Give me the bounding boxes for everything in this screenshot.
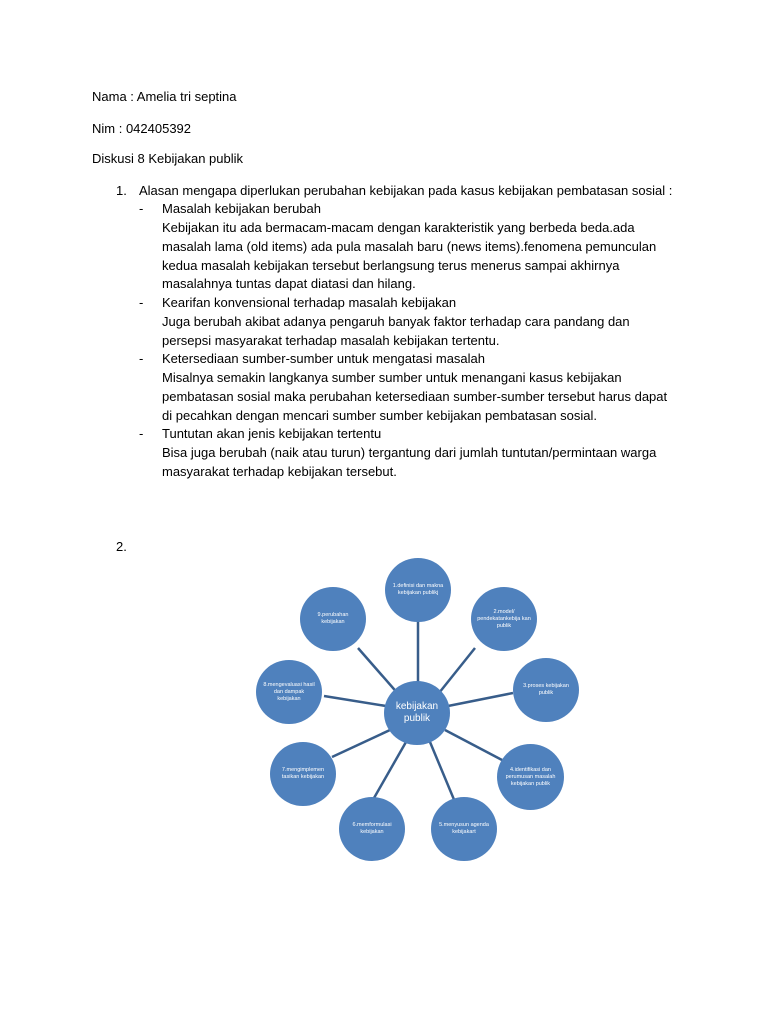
connector-line (324, 696, 386, 706)
bullet-dash: - (139, 295, 144, 310)
policy-node-4: 4.identifikasi dan perumusan masalah kebijakan publik (497, 744, 564, 810)
bullet-dash: - (139, 426, 144, 441)
connector-line (430, 742, 455, 802)
policy-node-9: 9.perubahan kebijakan (300, 587, 366, 651)
item-1-title: Masalah kebijakan berubah (162, 201, 321, 216)
policy-node-5: 5.menyusun agenda kebijakart (431, 797, 497, 861)
item-2-title: Kearifan konvensional terhadap masalah kebijakan (162, 295, 457, 310)
policy-node-3: 3.proses kebijakan publik (513, 658, 579, 722)
connector-line (332, 730, 390, 757)
center-node: kebijakan publik (384, 681, 450, 745)
connector-line (445, 730, 502, 760)
policy-node-1: 1.definisi dan makna kebijakan publikj (385, 558, 451, 622)
policy-node-8: 8.mengevaluasi hasil dan dampak kebijakan (256, 660, 322, 724)
question-2-number: 2. (116, 539, 127, 554)
policy-node-7: 7.mengimplemen tasikan kebijakan (270, 742, 336, 806)
student-name: Nama : Amelia tri septina (92, 89, 237, 104)
item-2-line: persepsi masyarakat terhadap masalah kebijakan tertentu. (162, 333, 500, 348)
item-2-line: Juga berubah akibat adanya pengaruh banyak faktor terhadap cara pandang dan (162, 314, 630, 329)
item-4-line: Bisa juga berubah (naik atau turun) tergantung dari jumlah tuntutan/permintaan warga (162, 445, 657, 460)
discussion-title: Diskusi 8 Kebijakan publik (92, 151, 244, 166)
item-3-line: pembatasan sosial maka perubahan ketersediaan sumber-sumber tersebut harus dapat (162, 389, 668, 404)
item-1-line: kedua masalah kebijakan tersebut berlangsung terus menerus sampai akhirnya (162, 258, 620, 273)
student-nim: Nim : 042405392 (92, 121, 192, 136)
question-1-number: 1. (116, 183, 127, 198)
item-3-line: Misalnya semakin langkanya sumber sumber untuk menangani kasus kebijakan (162, 370, 622, 385)
item-1-line: masalah lama (old items) ada pula masalah baru (news items).fenomena pemunculan (162, 239, 657, 254)
item-4-title: Tuntutan akan jenis kebijakan tertentu (162, 426, 382, 441)
item-4-line: masyarakat terhadap kebijakan tersebut. (162, 464, 397, 479)
item-3-title: Ketersediaan sumber-sumber untuk mengatasi masalah (162, 351, 486, 366)
policy-node-2: 2.model/ pendekatankebija kan publik (471, 587, 537, 651)
bullet-dash: - (139, 201, 144, 216)
policy-node-6: 6.memformulasi kebijakan (339, 797, 405, 861)
question-1-intro: Alasan mengapa diperlukan perubahan kebijakan pada kasus kebijakan pembatasan sosial : (139, 183, 673, 198)
item-1-line: masalahnya tuntas dapat diatasi dan hilang. (162, 276, 416, 291)
policy-radial-diagram (240, 540, 600, 880)
connector-line (448, 693, 513, 706)
bullet-dash: - (139, 351, 144, 366)
item-3-line: di pecahkan dengan mencari sumber sumber kebijakan pembatasan sosial. (162, 408, 598, 423)
connector-line (374, 742, 406, 798)
item-1-line: Kebijakan itu ada bermacam-macam dengan karakteristik yang berbeda beda.ada (162, 220, 635, 235)
